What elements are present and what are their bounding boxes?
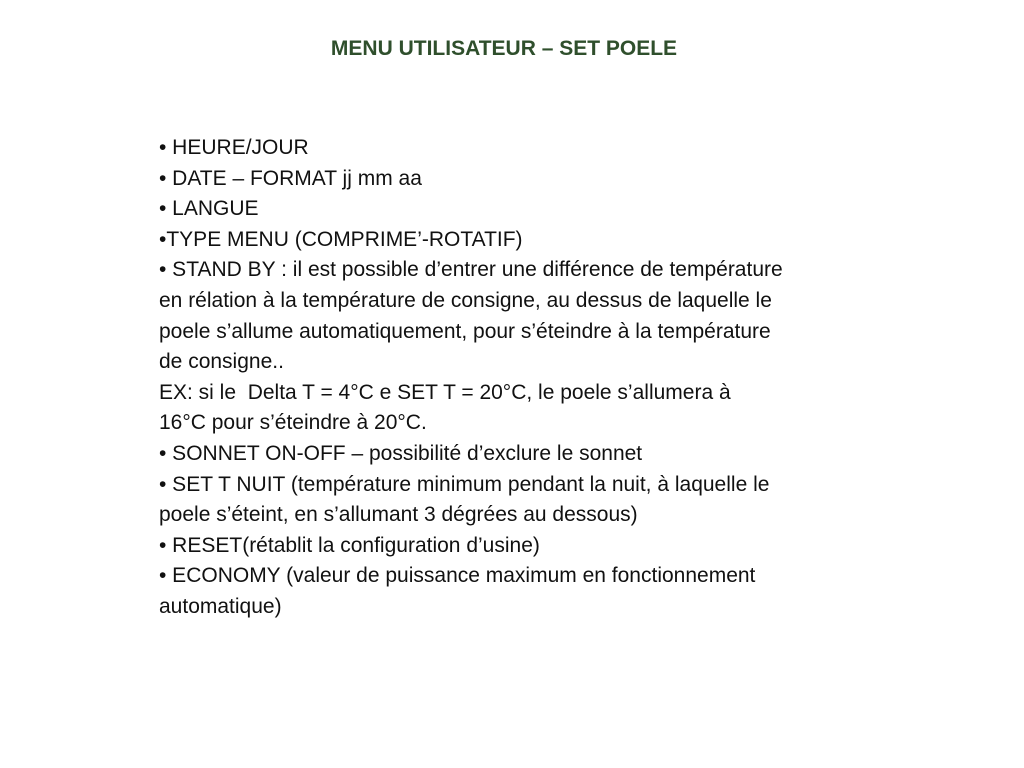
line-heure-jour: • HEURE/JOUR [159,136,309,159]
line-example-1: EX: si le Delta T = 4°C e SET T = 20°C, le poele s’allumera à [159,380,731,404]
line-set-t-nuit-1: • SET T NUIT (température minimum pendant la nuit, à laquelle le [159,472,770,496]
line-economy-1: • ECONOMY (valeur de puissance maximum en fonctionnement [159,564,756,588]
line-example-2: 16°C pour s’éteindre à 20°C. [159,411,427,435]
line-stand-by-3: poele s’allume automatiquement, pour s’éteindre à la température [159,319,771,343]
slide-body [159,133,939,623]
line-set-t-nuit-2: poele s’éteint, en s’allumant 3 dégrées au dessous) [159,503,638,527]
line-economy-2: automatique) [159,594,282,618]
line-langue: • LANGUE [159,197,259,221]
line-date-format: • DATE – FORMAT jj mm aa [159,166,422,190]
line-type-menu: •TYPE MENU (COMPRIME’-ROTATIF) [159,227,523,251]
line-stand-by-1: • STAND BY : il est possible d’entrer une différence de température [159,258,783,282]
line-reset: • RESET(rétablit la configuration d’usine) [159,533,540,557]
line-stand-by-2: en rélation à la température de consigne, au dessus de laquelle le [159,288,772,312]
line-stand-by-4: de consigne.. [159,350,284,374]
slide-title: MENU UTILISATEUR – SET POELE [330,37,678,60]
line-sonnet: • SONNET ON-OFF – possibilité d’exclure le sonnet [159,441,643,465]
